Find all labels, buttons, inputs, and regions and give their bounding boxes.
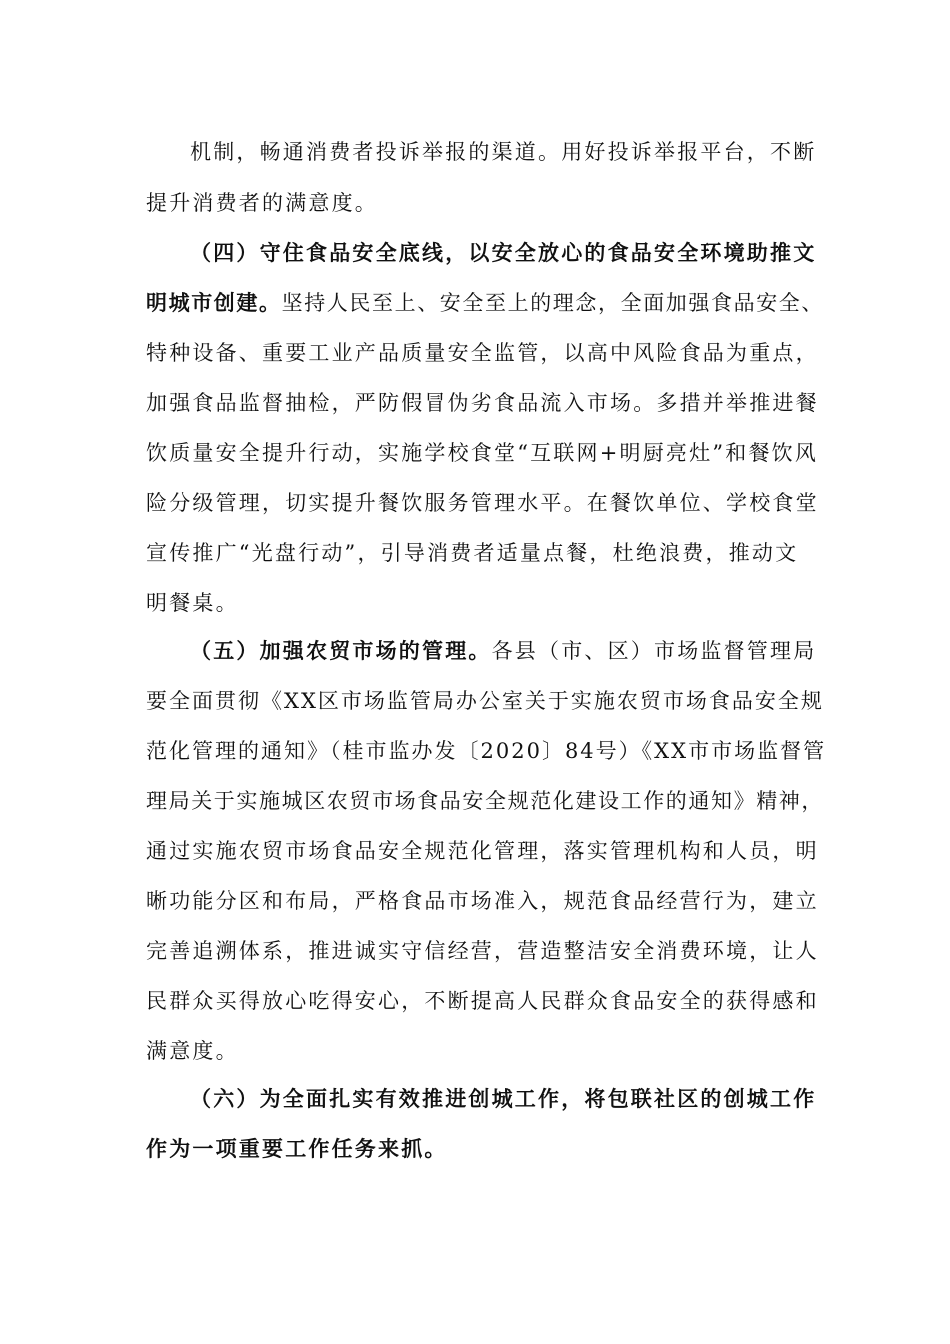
section-heading: 明城市创建。 <box>146 290 282 315</box>
text-segment: 提升消费者的满意度。 <box>146 191 378 215</box>
text-line <box>146 488 826 518</box>
text-segment: 通过实施农贸市场食品安全规范化管理，落实管理机构和人员，明 <box>146 839 819 863</box>
text-segment: 理局关于实施城区农贸市场食品安全规范化建设工作的通知》精神， <box>146 789 824 813</box>
text-segment: 晰功能分区和布局，严格食品市场准入，规范食品经营行为，建立 <box>146 889 819 913</box>
section-heading: （六）为全面扎实有效推进创城工作，将包联社区的创城工作 <box>190 1086 817 1111</box>
text-segment: 完善追溯体系，推进诚实守信经营，营造整洁安全消费环境，让人 <box>146 939 819 963</box>
text-line <box>146 1134 826 1164</box>
section-heading-line <box>190 1084 826 1114</box>
text-segment: 明餐桌。 <box>146 591 239 615</box>
text-line <box>146 588 826 618</box>
text-line <box>190 636 826 666</box>
text-segment: 要全面贯彻《XX区市场监管局办公室关于实施农贸市场食品安全规 <box>146 689 824 713</box>
text-segment: 饮质量安全提升行动，实施学校食堂“互联网+明厨亮灶”和餐饮风 <box>146 441 819 465</box>
section-heading-line <box>190 238 826 268</box>
text-line <box>146 836 826 866</box>
text-line <box>146 338 826 368</box>
text-line <box>146 1036 826 1066</box>
text-segment: 宣传推广“光盘行动”，引导消费者适量点餐，杜绝浪费，推动文 <box>146 541 799 565</box>
section-heading: （五）加强农贸市场的管理。 <box>190 638 492 663</box>
text-segment: 范化管理的通知》（桂市监办发〔2020〕84号）《XX市市场监督管 <box>146 739 827 763</box>
section-heading: 作为一项重要工作任务来抓。 <box>146 1136 448 1161</box>
text-segment: 特种设备、重要工业产品质量安全监管，以高中风险食品为重点， <box>146 341 819 365</box>
text-segment: 各县（市、区）市场监督管理局 <box>491 639 817 663</box>
text-line <box>146 736 826 766</box>
text-line <box>146 786 826 816</box>
text-line <box>146 288 826 318</box>
text-segment: 民群众买得放心吃得安心，不断提高人民群众食品安全的获得感和 <box>146 989 819 1013</box>
text-segment: 坚持人民至上、安全至上的理念，全面加强食品安全、 <box>281 291 825 315</box>
text-segment: 满意度。 <box>146 1039 239 1063</box>
section-heading: （四）守住食品安全底线，以安全放心的食品安全环境助推文 <box>190 240 817 265</box>
text-line <box>146 886 826 916</box>
text-line <box>146 686 826 716</box>
text-segment: 加强食品监督抽检，严防假冒伪劣食品流入市场。多措并举推进餐 <box>146 391 819 415</box>
text-line <box>190 137 826 167</box>
text-line <box>146 188 826 218</box>
text-line <box>146 936 826 966</box>
text-line <box>146 986 826 1016</box>
text-segment: 机制，畅通消费者投诉举报的渠道。用好投诉举报平台，不断 <box>190 140 817 164</box>
text-segment: 险分级管理，切实提升餐饮服务管理水平。在餐饮单位、学校食堂 <box>146 491 819 515</box>
text-line <box>146 388 826 418</box>
text-line <box>146 438 826 468</box>
text-line <box>146 538 826 568</box>
